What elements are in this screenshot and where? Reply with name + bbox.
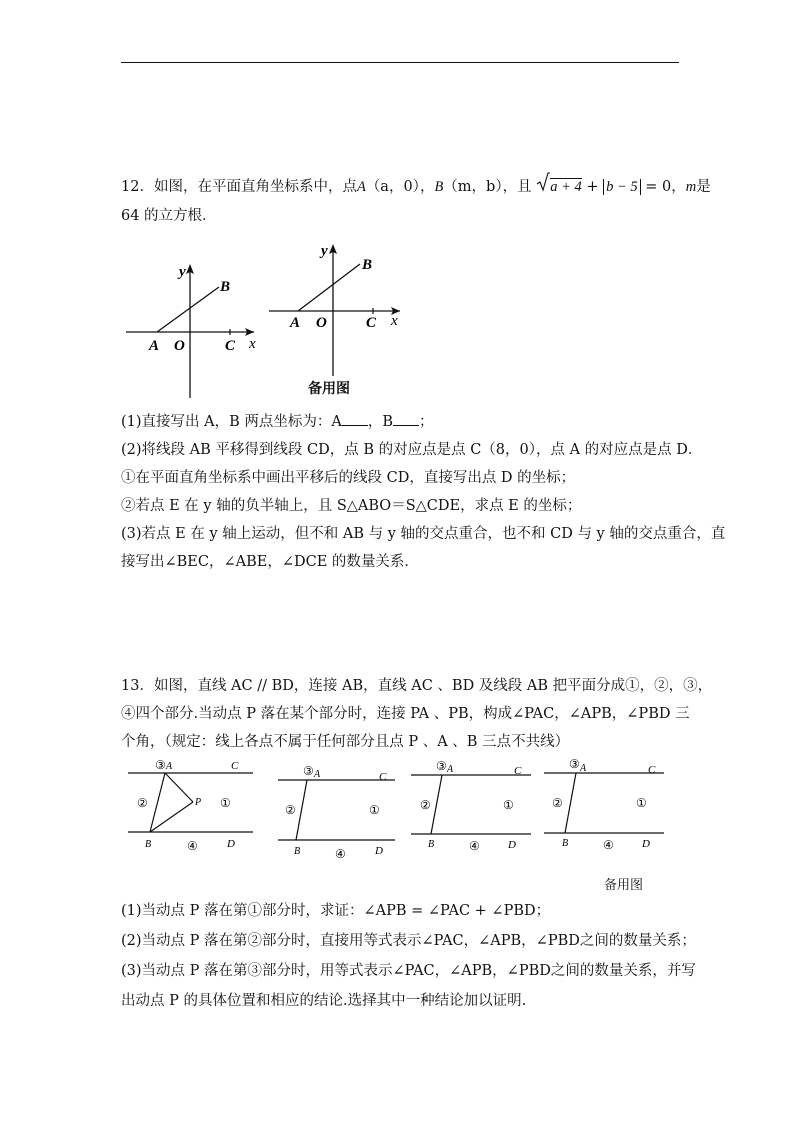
q13-figure-caption: 备用图 [604,878,644,893]
q12-part-1-mid: ，B [367,414,394,430]
p2-a-label: A [314,769,321,780]
fig1-x-label: x [249,336,256,352]
p4-region-4: ④ [603,838,614,852]
q13-panel-4 [544,757,664,852]
p3-region-2: ② [420,798,431,812]
fig1-b-label: B [220,279,231,295]
p1-region-3: ③ [155,758,166,772]
q12-part-1-end: ； [419,414,434,430]
p3-region-1: ① [503,798,514,812]
q12-part-2: (2)将线段 AB 平移得到线段 CD，点 B 的对应点是点 C（8，0），点 A 的对应点是点 D． [121,442,703,458]
q13-part-2: (2)当动点 P 落在第②部分时，直接用等式表示∠PAC，∠APB，∠PBD之间的数量关系； [121,933,696,949]
q12-text: 12．如图，在平面直角坐标系中，点 [121,179,357,195]
question-13-parts [121,896,696,1016]
p2-region-4: ④ [335,847,346,860]
q12-plus: + [586,179,599,195]
question-13-stem [121,672,713,756]
q13-panel-2 [278,764,395,860]
q12-eq-zero: = 0 [645,179,672,195]
q12-part-2-1: ①在平面直角坐标系中画出平移后的线段 CD，直接写出点 D 的坐标； [121,470,576,486]
p3-c-label: C [514,765,522,777]
q12-var-m: m [685,179,697,195]
q13-line-1: 13．如图，直线 AC // BD，连接 AB，直线 AC 、BD 及线段 AB 把平面分成①，②，③， [121,678,713,694]
p2-region-1: ① [369,803,380,817]
q12-coord-b: （m，b），且 [443,179,532,195]
question-12-parts [121,408,726,576]
q12-sep: ， [419,179,435,195]
q13-part-3-line-1: (3)当动点 P 落在第③部分时，用等式表示∠PAC，∠APB，∠PBD之间的数量关系，并写 [121,963,696,979]
q12-abs-value: b − 5 [603,179,641,195]
q12-figure-caption: 备用图 [308,381,350,397]
q12-text-end: 是 [696,179,711,195]
q13-part-1: (1)当动点 P 落在第①部分时，求证：∠APB = ∠PAC + ∠PBD； [121,903,551,919]
p1-region-1: ① [220,796,231,810]
q13-line-3: 个角，（规定：线上各点不属于任何部分且点 P 、A 、B 三点不共线） [121,734,570,750]
header-rule [121,62,679,63]
fig1-y-label: y [179,264,186,280]
q12-point-b: B [434,179,444,195]
q12-figure-1 [121,258,261,400]
q12-part-2-2: ②若点 E 在 y 轴的负半轴上，且 S△ABO＝S△CDE，求点 E 的坐标； [121,498,582,514]
q12-part-1-text: (1)直接写出 A，B 两点坐标为：A [121,414,342,430]
p2-c-label: C [379,771,387,783]
q12-part-3-line-1: (3)若点 E 在 y 轴上运动，但不和 AB 与 y 轴的交点重合，也不和 CD 与 y 轴的交点重合，直 [121,526,726,542]
p3-a-label: A [447,764,454,775]
p2-region-3: ③ [303,764,314,778]
p4-region-3: ③ [569,757,580,771]
fig2-y-label: y [321,243,328,259]
p4-a-label: A [580,763,587,774]
fig1-c-label: C [225,338,236,354]
p1-b-label: B [145,839,152,850]
fig2-o-label: O [316,315,327,331]
p1-c-label: C [231,760,239,772]
p4-region-1: ① [636,796,647,810]
fig1-o-label: O [174,338,185,354]
q12-coord-a: （a，0） [365,179,420,195]
answer-blank-a [342,411,368,426]
q13-part-3-line-2: 出动点 P 的具体位置和相应的结论.选择其中一种结论加以证明. [121,993,527,1009]
p1-p-label: P [195,797,202,808]
q12-part-3-line-2: 接写出∠BEC，∠ABE，∠DCE 的数量关系． [121,554,419,570]
p4-b-label: B [562,838,569,849]
p4-d-label: D [642,838,650,850]
q12-figure-2 [266,238,406,378]
q12-radicand: a + 4 [550,179,582,195]
q13-line-2: ④四个部分.当动点 P 落在某个部分时，连接 PA 、PB，构成∠PAC，∠APB，∠PBD 三 [121,706,690,722]
p1-d-label: D [227,838,235,850]
q13-panel-1 [128,758,253,853]
fig2-c-label: C [366,315,377,331]
p4-region-2: ② [552,796,563,810]
fig2-x-label: x [391,313,398,329]
sqrt-symbol [536,172,550,202]
p3-region-4: ④ [469,839,480,853]
p4-c-label: C [648,764,656,776]
q12-point-a: A [356,179,366,195]
q12-line-2: 64 的立方根． [121,208,217,224]
p2-region-2: ② [285,803,296,817]
p1-region-4: ④ [187,839,198,853]
fig1-a-label: A [149,338,160,354]
fig2-b-label: B [362,257,373,273]
answer-blank-b [393,411,419,426]
p3-b-label: B [428,839,435,850]
q12-line-1 [121,172,711,202]
fig2-a-label: A [290,315,301,331]
q13-figures [121,755,681,860]
q13-panel-3 [411,759,531,853]
p2-b-label: B [294,846,301,857]
q12-comma: ， [671,179,686,195]
p1-region-2: ② [137,796,148,810]
p2-d-label: D [375,845,383,857]
p3-d-label: D [508,839,516,851]
p3-region-3: ③ [436,759,447,773]
p1-a-label: A [166,761,173,772]
question-12-stem [121,172,711,230]
q12-part-1 [121,408,681,436]
